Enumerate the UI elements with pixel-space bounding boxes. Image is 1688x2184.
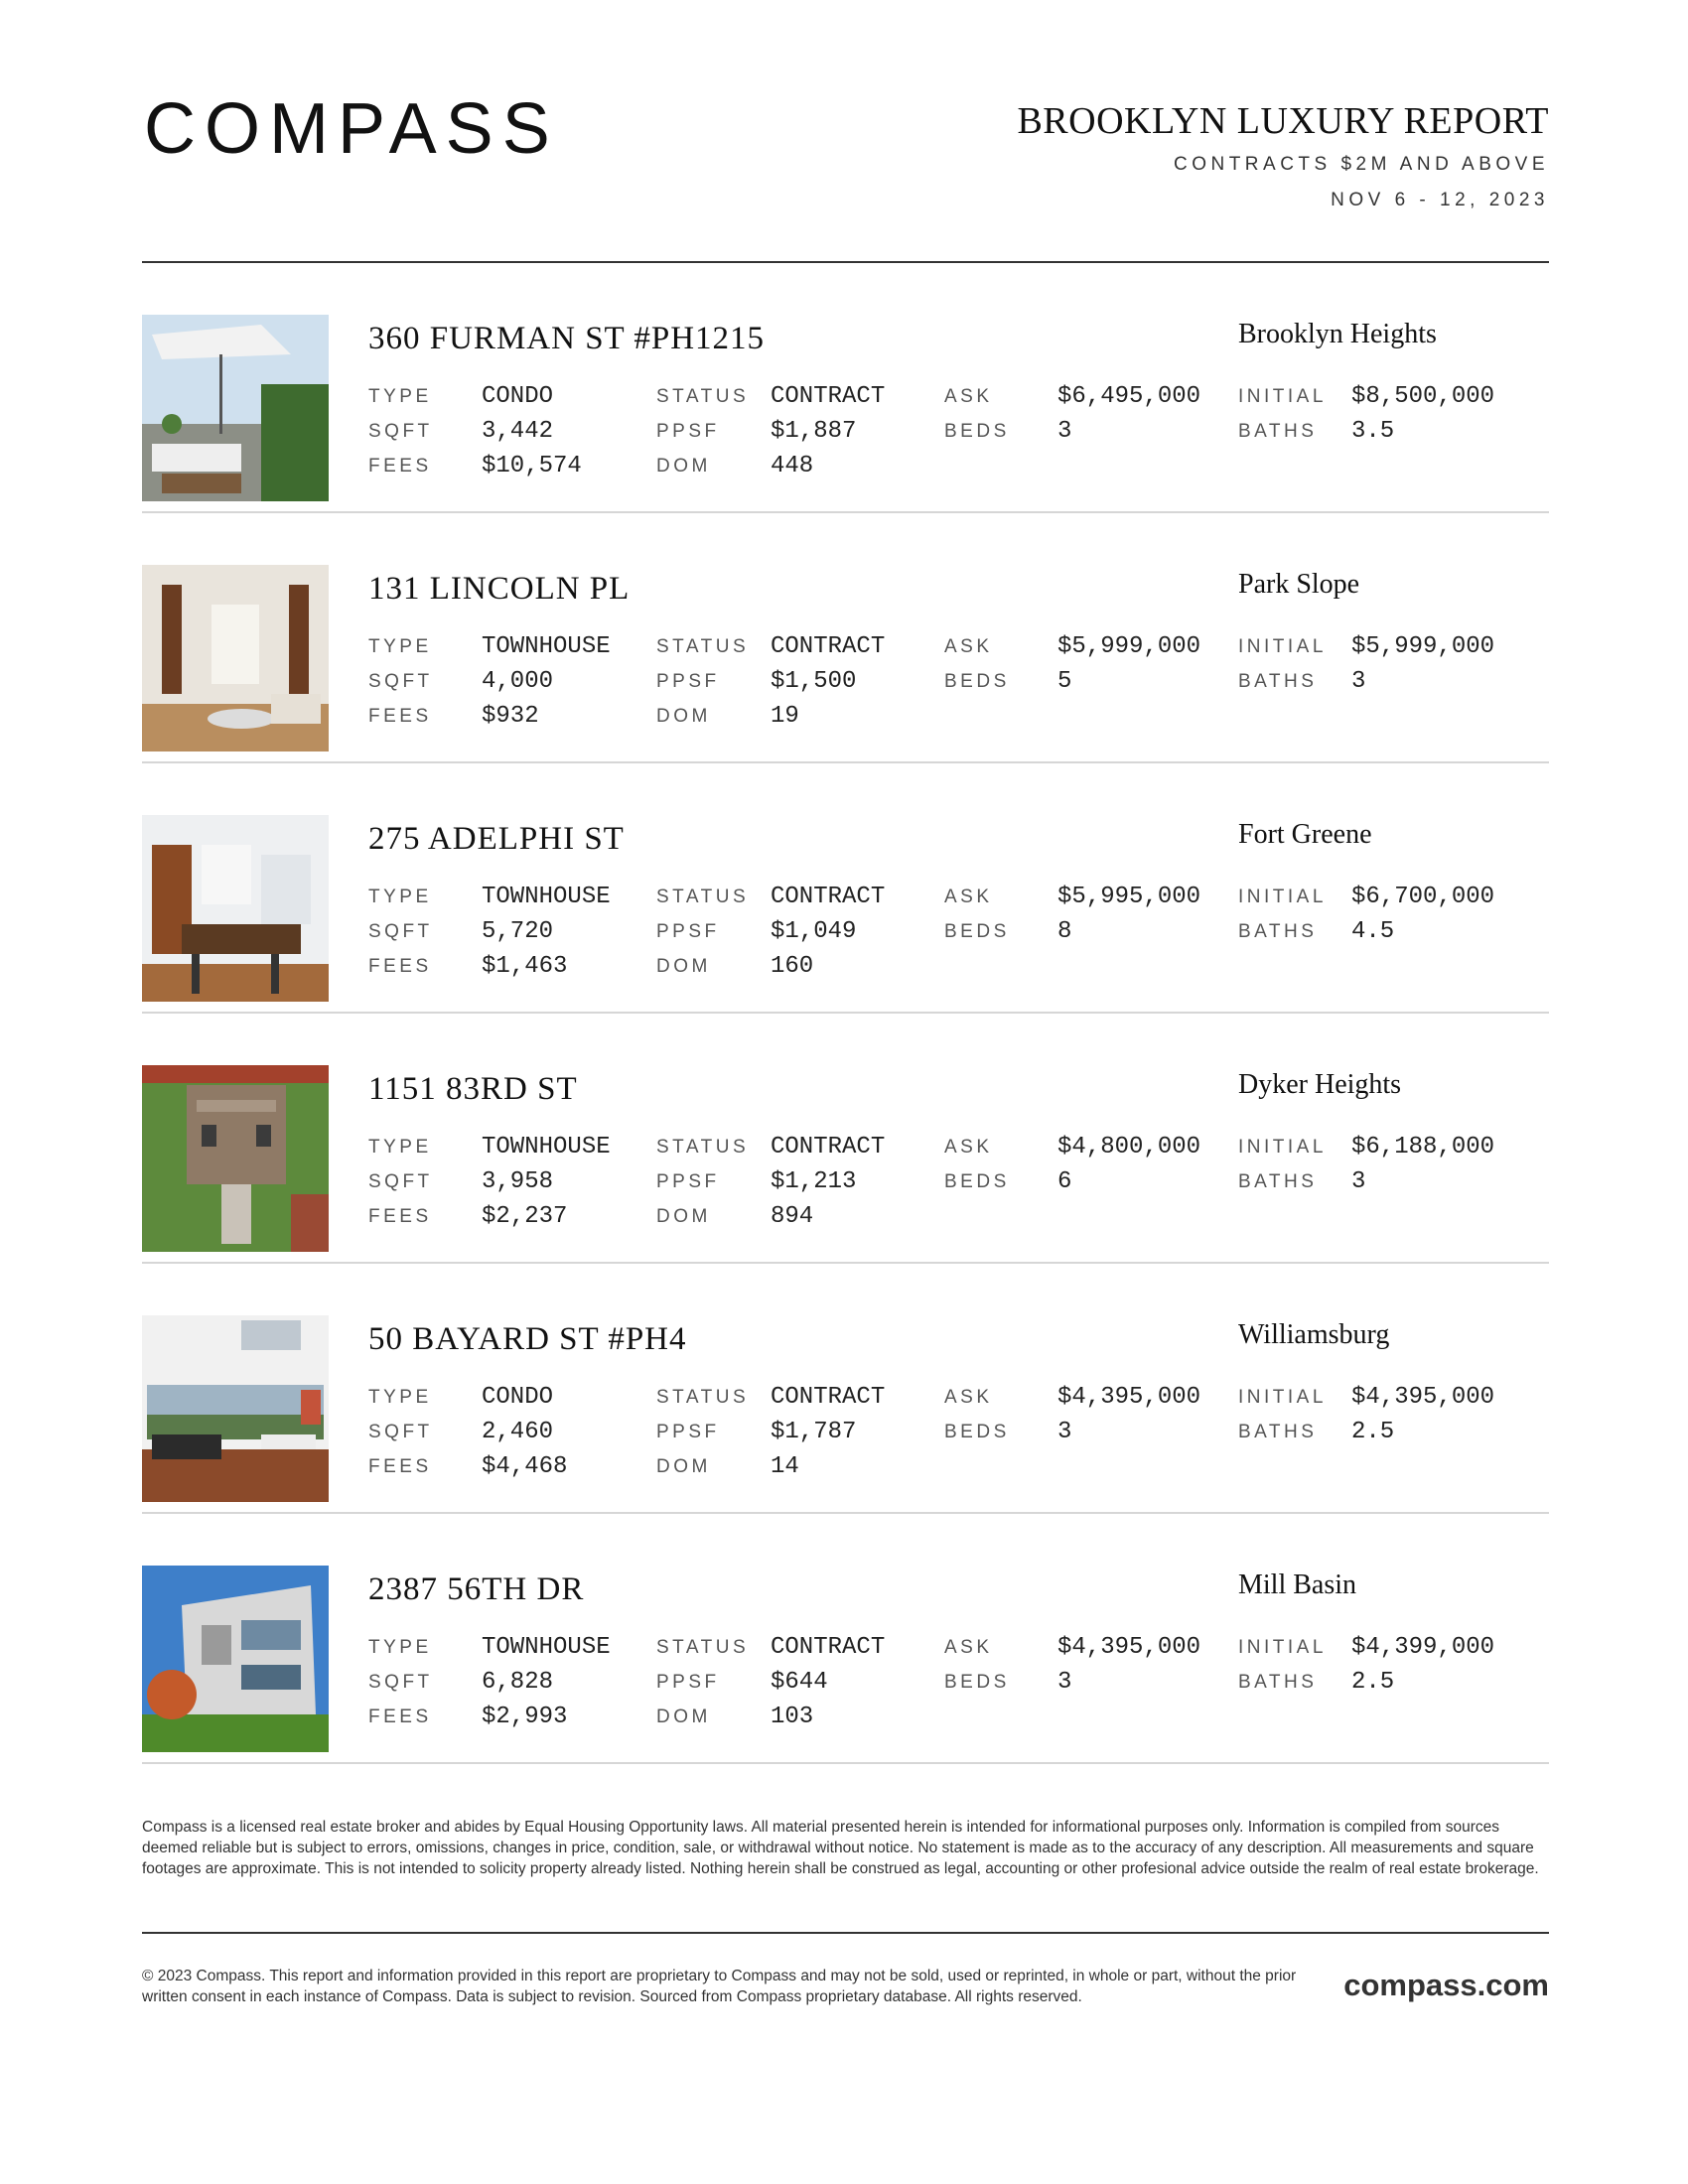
dom-value: 14 <box>771 1453 799 1480</box>
ppsf-value: $1,787 <box>771 1419 857 1445</box>
baths-value: 4.5 <box>1351 918 1395 945</box>
beds-label: BEDS <box>944 671 1010 692</box>
listing-address[interactable]: 1151 83RD ST <box>368 1071 578 1107</box>
baths-value: 3 <box>1351 1168 1366 1195</box>
fees-label: FEES <box>368 706 432 727</box>
status-label: STATUS <box>656 1387 750 1408</box>
dom-value: 160 <box>771 953 814 980</box>
fees-label: FEES <box>368 1456 432 1477</box>
beds-value: 3 <box>1057 1419 1072 1445</box>
website-link[interactable]: compass.com <box>1343 1968 1549 2002</box>
ask-label: ASK <box>944 1137 993 1158</box>
ppsf-value: $1,049 <box>771 918 857 945</box>
initial-label: INITIAL <box>1238 887 1327 907</box>
listing-photo[interactable] <box>142 1566 329 1752</box>
initial-label: INITIAL <box>1238 1637 1327 1658</box>
disclaimer-text: Compass is a licensed real estate broker and abides by Equal Housing Opportunity laws. All material presented herein is intended for informational purposes only. Information is compiled from sources deemed reliable but is subject to errors, omissions, changes in price, condition, sale, or withdrawal without notice. No statement is made as to the accuracy of any description. All measurements and square footages are approximate. This is not intended to solicity property already listed. Nothing herein shall be construed as legal, accounting or other profesional advice outside the realm of real estate brokerage. <box>142 1819 1539 1877</box>
dom-label: DOM <box>656 456 711 477</box>
fees-value: $10,574 <box>482 453 582 479</box>
listing-row <box>142 1014 1549 1264</box>
status-label: STATUS <box>656 386 750 407</box>
ask-value: $4,395,000 <box>1057 1634 1201 1661</box>
listing-address[interactable]: 131 LINCOLN PL <box>368 571 631 607</box>
baths-value: 3.5 <box>1351 418 1395 445</box>
listing-address[interactable]: 50 BAYARD ST #PH4 <box>368 1321 687 1357</box>
type-value: CONDO <box>482 383 554 410</box>
initial-value: $4,395,000 <box>1351 1384 1495 1411</box>
type-label: TYPE <box>368 887 432 907</box>
sqft-value: 3,442 <box>482 418 554 445</box>
dom-value: 448 <box>771 453 814 479</box>
type-label: TYPE <box>368 1387 432 1408</box>
beds-label: BEDS <box>944 921 1010 942</box>
fees-label: FEES <box>368 1706 432 1727</box>
baths-label: BATHS <box>1238 671 1318 692</box>
baths-label: BATHS <box>1238 1422 1318 1442</box>
status-label: STATUS <box>656 887 750 907</box>
sqft-value: 3,958 <box>482 1168 554 1195</box>
dom-label: DOM <box>656 706 711 727</box>
initial-label: INITIAL <box>1238 1387 1327 1408</box>
status-value: CONTRACT <box>771 884 886 910</box>
sqft-label: SQFT <box>368 1171 433 1192</box>
initial-value: $6,700,000 <box>1351 884 1495 910</box>
footer-divider <box>142 1932 1549 1934</box>
report-subtitle: CONTRACTS $2M AND ABOVE <box>1173 154 1549 175</box>
ask-label: ASK <box>944 887 993 907</box>
beds-value: 3 <box>1057 1669 1072 1696</box>
ask-value: $5,995,000 <box>1057 884 1201 910</box>
sqft-label: SQFT <box>368 421 433 442</box>
listing-neighborhood: Fort Greene <box>1238 819 1372 850</box>
baths-label: BATHS <box>1238 1171 1318 1192</box>
listing-row <box>142 763 1549 1014</box>
dom-value: 103 <box>771 1704 814 1730</box>
listing-neighborhood: Dyker Heights <box>1238 1069 1402 1100</box>
type-value: CONDO <box>482 1384 554 1411</box>
beds-value: 8 <box>1057 918 1072 945</box>
listing-address[interactable]: 2387 56TH DR <box>368 1571 585 1607</box>
sqft-value: 5,720 <box>482 918 554 945</box>
status-value: CONTRACT <box>771 1634 886 1661</box>
sqft-label: SQFT <box>368 1672 433 1693</box>
ask-label: ASK <box>944 636 993 657</box>
beds-label: BEDS <box>944 1672 1010 1693</box>
type-label: TYPE <box>368 1137 432 1158</box>
ppsf-label: PPSF <box>656 671 720 692</box>
baths-value: 2.5 <box>1351 1669 1395 1696</box>
listing-address[interactable]: 275 ADELPHI ST <box>368 821 625 857</box>
fees-value: $4,468 <box>482 1453 568 1480</box>
ask-value: $6,495,000 <box>1057 383 1201 410</box>
status-label: STATUS <box>656 636 750 657</box>
ask-label: ASK <box>944 386 993 407</box>
kitchen-photo <box>142 815 329 1002</box>
fees-value: $2,993 <box>482 1704 568 1730</box>
parlor-photo <box>142 565 329 751</box>
baths-label: BATHS <box>1238 921 1318 942</box>
sqft-value: 2,460 <box>482 1419 554 1445</box>
listing-neighborhood: Park Slope <box>1238 569 1360 600</box>
type-label: TYPE <box>368 386 432 407</box>
sqft-value: 6,828 <box>482 1669 554 1696</box>
ppsf-value: $1,887 <box>771 418 857 445</box>
type-value: TOWNHOUSE <box>482 1634 611 1661</box>
ppsf-label: PPSF <box>656 1672 720 1693</box>
status-value: CONTRACT <box>771 383 886 410</box>
sqft-label: SQFT <box>368 921 433 942</box>
ppsf-label: PPSF <box>656 921 720 942</box>
ask-value: $5,999,000 <box>1057 633 1201 660</box>
initial-value: $4,399,000 <box>1351 1634 1495 1661</box>
ask-label: ASK <box>944 1637 993 1658</box>
listing-neighborhood: Mill Basin <box>1238 1570 1357 1600</box>
fees-value: $932 <box>482 703 539 730</box>
report-page <box>142 0 1549 2184</box>
ask-label: ASK <box>944 1387 993 1408</box>
ask-value: $4,800,000 <box>1057 1134 1201 1160</box>
initial-label: INITIAL <box>1238 1137 1327 1158</box>
listing-row <box>142 1264 1549 1514</box>
beds-value: 5 <box>1057 668 1072 695</box>
sqft-label: SQFT <box>368 1422 433 1442</box>
listing-neighborhood: Brooklyn Heights <box>1238 319 1437 349</box>
ppsf-label: PPSF <box>656 1422 720 1442</box>
listing-row <box>142 263 1549 513</box>
beds-label: BEDS <box>944 1422 1010 1442</box>
penthouse-photo <box>142 1315 329 1502</box>
baths-value: 2.5 <box>1351 1419 1395 1445</box>
fees-label: FEES <box>368 956 432 977</box>
report-date-range: NOV 6 - 12, 2023 <box>1331 190 1549 210</box>
ppsf-label: PPSF <box>656 421 720 442</box>
ppsf-value: $1,500 <box>771 668 857 695</box>
dom-label: DOM <box>656 1206 711 1227</box>
dom-value: 894 <box>771 1203 814 1230</box>
status-value: CONTRACT <box>771 1134 886 1160</box>
status-label: STATUS <box>656 1137 750 1158</box>
type-value: TOWNHOUSE <box>482 884 611 910</box>
listing-photo[interactable] <box>142 315 329 501</box>
listing-photo[interactable] <box>142 815 329 1002</box>
baths-label: BATHS <box>1238 421 1318 442</box>
listing-row <box>142 1514 1549 1764</box>
type-value: TOWNHOUSE <box>482 1134 611 1160</box>
baths-label: BATHS <box>1238 1672 1318 1693</box>
initial-value: $6,188,000 <box>1351 1134 1495 1160</box>
logo-text: COMPASS <box>144 95 559 165</box>
fees-value: $2,237 <box>482 1203 568 1230</box>
report-title: BROOKLYN LUXURY REPORT <box>1017 100 1549 142</box>
listing-photo[interactable] <box>142 1065 329 1252</box>
listing-address[interactable]: 360 FURMAN ST #PH1215 <box>368 321 766 356</box>
ppsf-value: $1,213 <box>771 1168 857 1195</box>
fees-label: FEES <box>368 1206 432 1227</box>
sqft-label: SQFT <box>368 671 433 692</box>
dom-value: 19 <box>771 703 799 730</box>
type-label: TYPE <box>368 1637 432 1658</box>
listing-photo[interactable] <box>142 1315 329 1502</box>
beds-value: 6 <box>1057 1168 1072 1195</box>
copyright-text: © 2023 Compass. This report and information provided in this report are proprietary to Compass and may not be sold, used or reprinted, in whole or part, without the prior written consent in each instance of Compass. Data is subject to revision. Sourced from Compass proprietary database. All rights reserved. <box>142 1968 1297 2005</box>
initial-value: $8,500,000 <box>1351 383 1495 410</box>
initial-label: INITIAL <box>1238 386 1327 407</box>
compass-logo <box>144 95 571 165</box>
sqft-value: 4,000 <box>482 668 554 695</box>
type-label: TYPE <box>368 636 432 657</box>
baths-value: 3 <box>1351 668 1366 695</box>
listing-photo[interactable] <box>142 565 329 751</box>
beds-label: BEDS <box>944 421 1010 442</box>
modern-house-photo <box>142 1566 329 1752</box>
beds-label: BEDS <box>944 1171 1010 1192</box>
dom-label: DOM <box>656 1456 711 1477</box>
ppsf-label: PPSF <box>656 1171 720 1192</box>
fees-value: $1,463 <box>482 953 568 980</box>
dom-label: DOM <box>656 1706 711 1727</box>
beds-value: 3 <box>1057 418 1072 445</box>
status-value: CONTRACT <box>771 1384 886 1411</box>
initial-label: INITIAL <box>1238 636 1327 657</box>
ask-value: $4,395,000 <box>1057 1384 1201 1411</box>
status-label: STATUS <box>656 1637 750 1658</box>
house-aerial-photo <box>142 1065 329 1252</box>
initial-value: $5,999,000 <box>1351 633 1495 660</box>
listing-row <box>142 513 1549 763</box>
listing-neighborhood: Williamsburg <box>1238 1319 1390 1350</box>
type-value: TOWNHOUSE <box>482 633 611 660</box>
status-value: CONTRACT <box>771 633 886 660</box>
fees-label: FEES <box>368 456 432 477</box>
dom-label: DOM <box>656 956 711 977</box>
compass-logo-wordmark <box>144 95 571 165</box>
terrace-photo <box>142 315 329 501</box>
ppsf-value: $644 <box>771 1669 828 1696</box>
report-header <box>142 0 1549 263</box>
